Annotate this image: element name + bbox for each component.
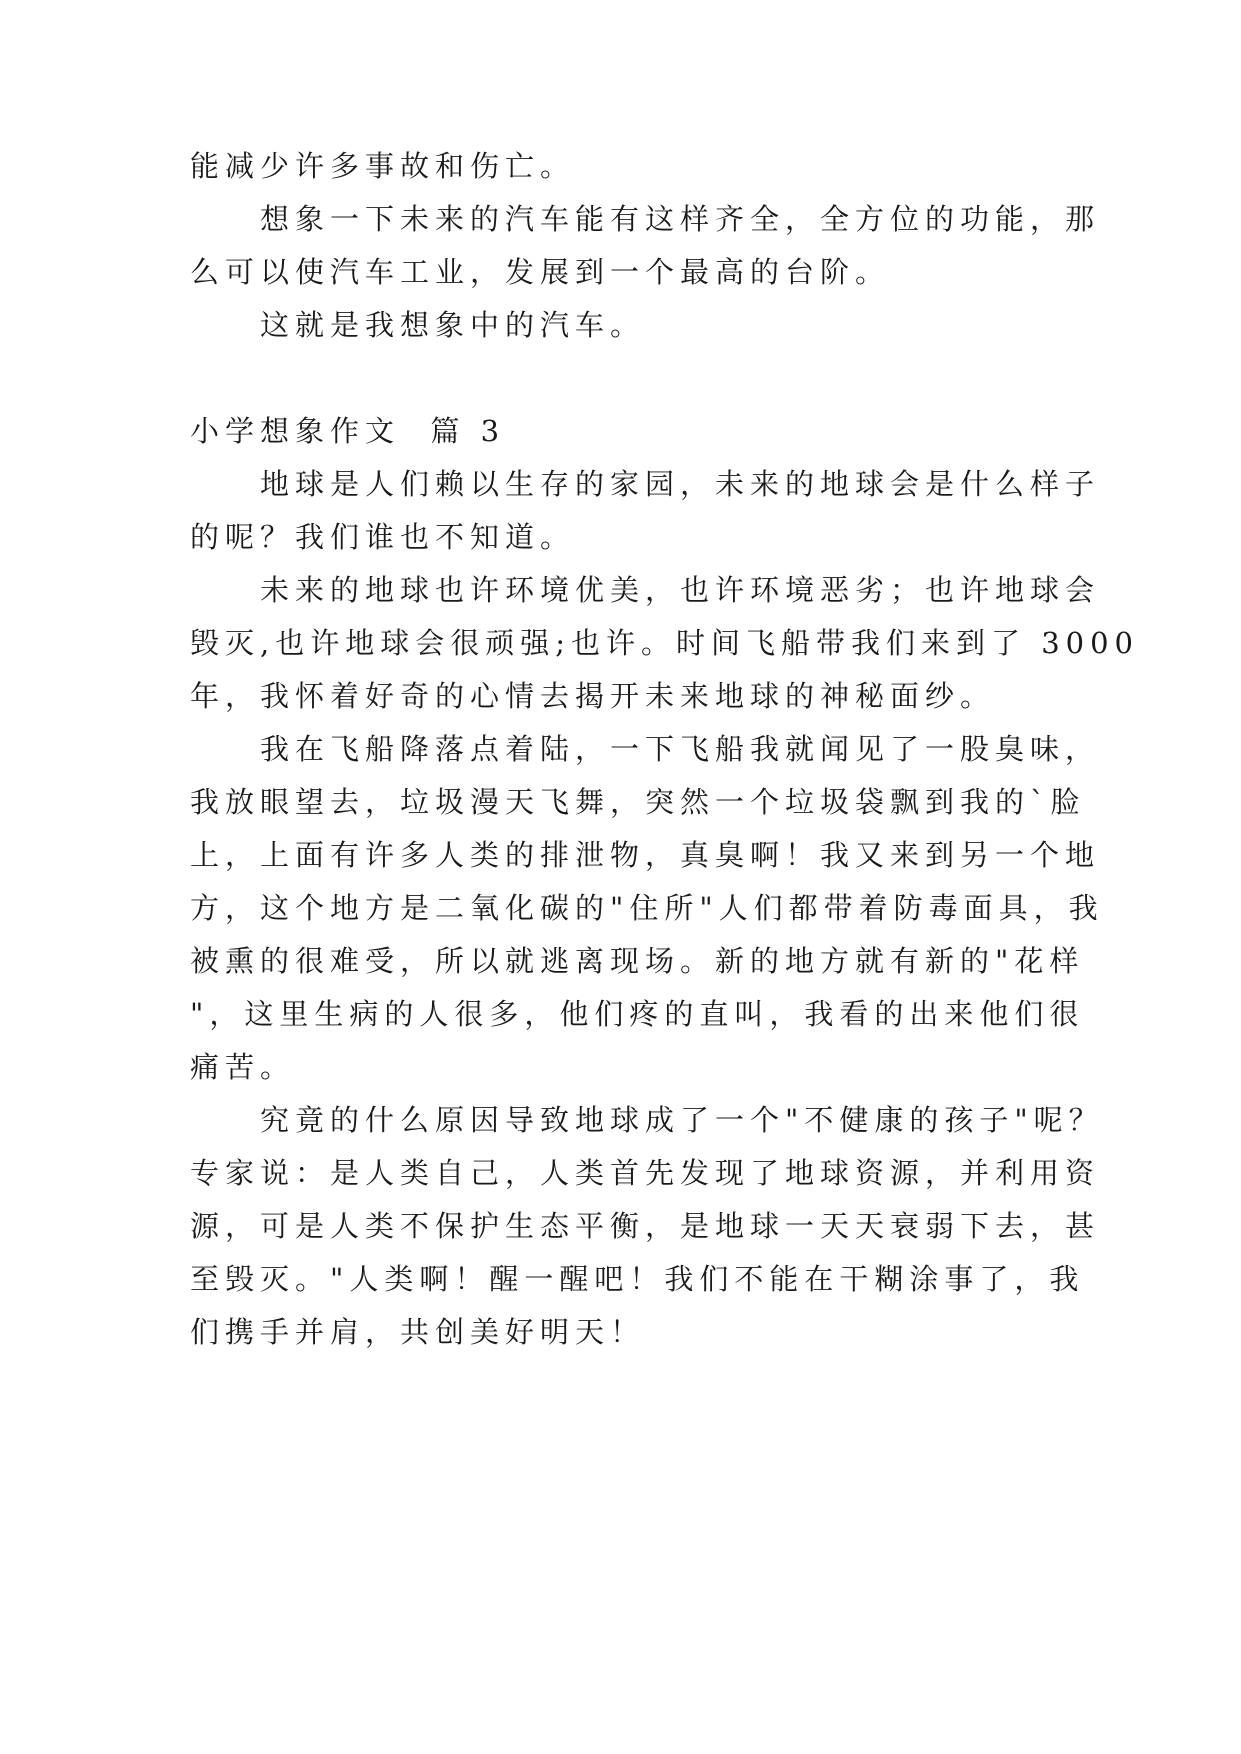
section-heading: 小学想象作文 篇 3: [190, 414, 506, 448]
text-line: 年，我怀着好奇的心情去揭开未来地球的神秘面纱。: [190, 679, 996, 713]
text-line: 上，上面有许多人类的排泄物，真臭啊！我又来到另一个地: [190, 838, 1101, 872]
text-line: 方，这个地方是二氧化碳的"住所"人们都带着防毒面具，我: [190, 891, 1104, 925]
text-line: 未来的地球也许环境优美，也许环境恶劣；也许地球会: [190, 573, 1101, 607]
text-line: 痛苦。: [190, 1050, 296, 1084]
text-line: 源，可是人类不保护生态平衡，是地球一天天衰弱下去，甚: [190, 1209, 1101, 1243]
text-line: 毁灭,也许地球会很顽强;也许。时间飞船带我们来到了 3000: [190, 626, 1140, 660]
text-line: 究竟的什么原因导致地球成了一个"不健康的孩子"呢？: [190, 1103, 1104, 1137]
text-line: 被熏的很难受，所以就逃离现场。新的地方就有新的"花样: [190, 944, 1085, 978]
text-line: 专家说：是人类自己，人类首先发现了地球资源，并利用资: [190, 1156, 1101, 1190]
text-line: 地球是人们赖以生存的家园，未来的地球会是什么样子: [190, 467, 1101, 501]
text-line: 我放眼望去，垃圾漫天飞舞，突然一个垃圾袋飘到我的`脸: [190, 785, 1086, 819]
text-line: 我在飞船降落点着陆，一下飞船我就闻见了一股臭味，: [190, 732, 1101, 766]
text-line: 想象一下未来的汽车能有这样齐全，全方位的功能，那: [190, 202, 1101, 236]
text-line: 么可以使汽车工业，发展到一个最高的台阶。: [190, 255, 891, 289]
text-line: 至毁灭。"人类啊！醒一醒吧！我们不能在干糊涂事了，我: [190, 1262, 1085, 1296]
text-line: 们携手并肩，共创美好明天！: [190, 1315, 646, 1349]
text-line: 这就是我想象中的汽车。: [190, 308, 646, 342]
text-line: 的呢？我们谁也不知道。: [190, 520, 576, 554]
text-line: 能减少许多事故和伤亡。: [190, 149, 576, 183]
text-line: "，这里生病的人很多，他们疼的直叫，我看的出来他们很: [190, 997, 1085, 1031]
